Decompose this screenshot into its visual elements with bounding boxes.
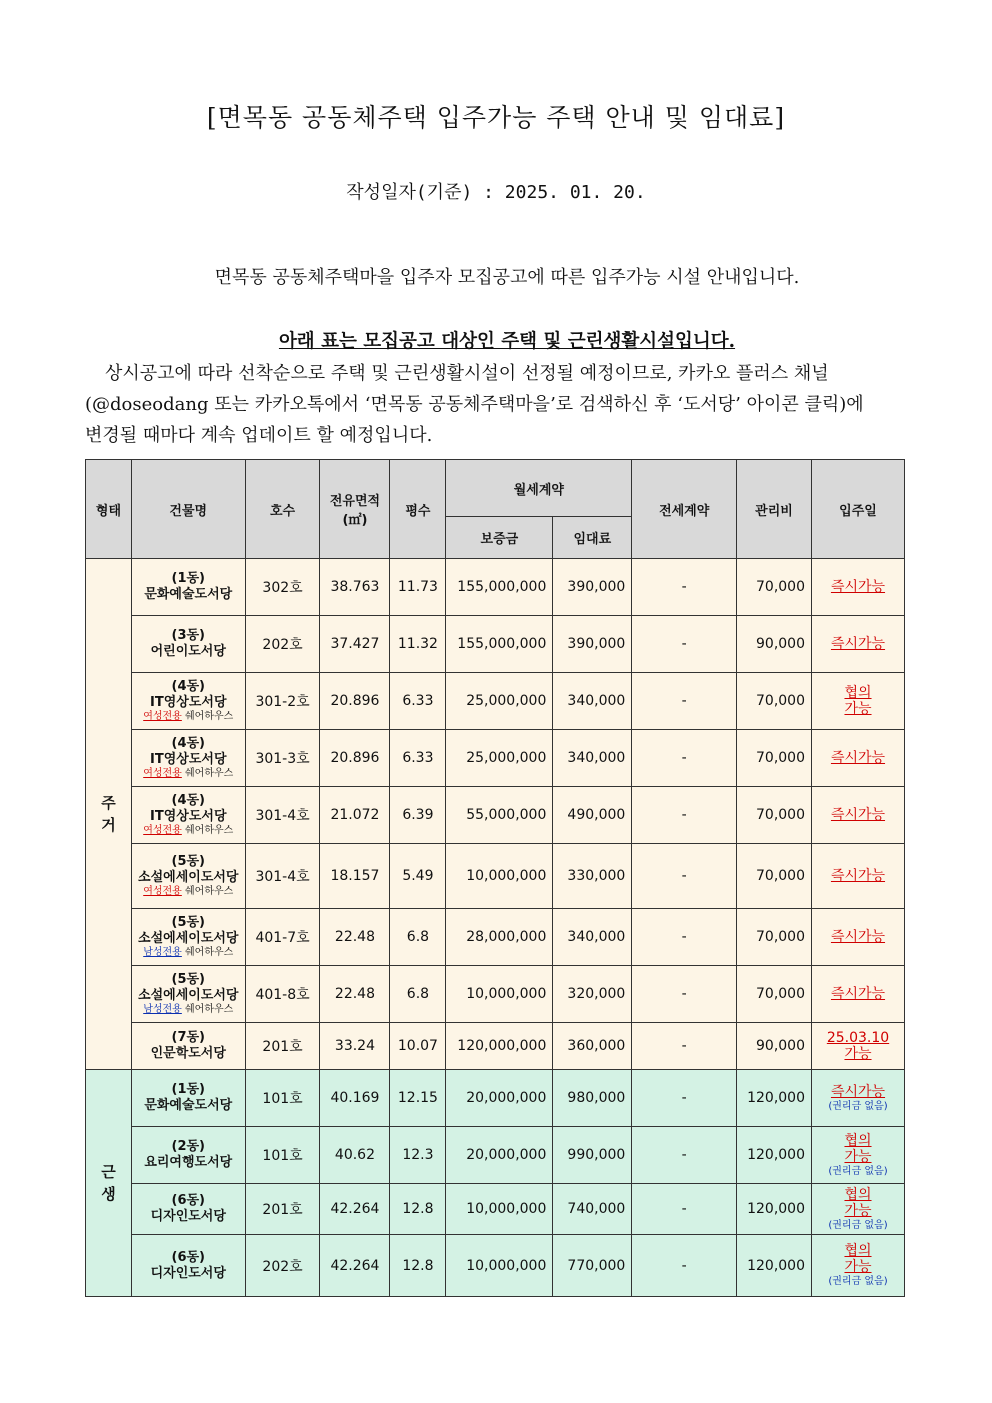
building-name (131, 1235, 245, 1297)
building-name (131, 1184, 245, 1235)
pyeong-value: 12.8 (390, 1184, 446, 1235)
movein-status: 협의 (844, 685, 872, 701)
movein-status: 즉시가능 (830, 868, 886, 884)
movein-cell (812, 730, 905, 787)
pyeong-value: 6.33 (390, 730, 446, 787)
building-dong: (6동) (171, 1193, 206, 1208)
unit-number: 301-3호 (245, 730, 320, 787)
deposit-value: 20,000,000 (446, 1070, 553, 1127)
area-value: 33.24 (320, 1023, 390, 1070)
movein-status: 가능 (844, 1259, 872, 1275)
area-value: 42.264 (320, 1235, 390, 1297)
building-title: 소설에세이도서당 (138, 988, 239, 1003)
jeonse-value: - (632, 730, 737, 787)
table-row (86, 844, 905, 909)
fee-value: 70,000 (737, 730, 812, 787)
movein-status: 즉시가능 (830, 929, 886, 945)
deposit-value: 55,000,000 (446, 787, 553, 844)
unit-number: 302호 (245, 559, 320, 616)
header-movein: 입주일 (812, 460, 905, 559)
header-jeonse: 전세계약 (632, 460, 737, 559)
deposit-value: 10,000,000 (446, 966, 553, 1023)
building-dong: (5동) (171, 854, 206, 869)
unit-number: 201호 (245, 1023, 320, 1070)
building-title: 디자인도서당 (150, 1265, 226, 1281)
building-name (131, 844, 245, 909)
building-name (131, 559, 245, 616)
building-title: IT영상도서당 (150, 752, 227, 767)
occupancy-tag (134, 768, 243, 780)
building-dong: (1동) (171, 571, 206, 586)
pyeong-value: 6.8 (390, 909, 446, 966)
building-dong: (1동) (171, 1082, 206, 1097)
jeonse-value: - (632, 616, 737, 673)
movein-status: 즉시가능 (830, 807, 886, 823)
movein-cell (812, 909, 905, 966)
building-dong: (4동) (171, 736, 206, 751)
occupancy-gender: 여성전용 (143, 886, 182, 897)
table-row (86, 1023, 905, 1070)
movein-cell (812, 1070, 905, 1127)
building-dong: (2동) (171, 1139, 206, 1154)
jeonse-value: - (632, 844, 737, 909)
fee-value: 120,000 (737, 1184, 812, 1235)
pyeong-value: 5.49 (390, 844, 446, 909)
jeonse-value: - (632, 909, 737, 966)
building-name (131, 909, 245, 966)
pyeong-value: 12.8 (390, 1235, 446, 1297)
fee-value: 70,000 (737, 787, 812, 844)
building-dong: (6동) (171, 1249, 206, 1265)
movein-status: 가능 (844, 1046, 872, 1062)
building-dong: (4동) (171, 793, 206, 808)
area-value: 20.896 (320, 730, 390, 787)
building-dong: (3동) (171, 628, 206, 643)
building-name (131, 966, 245, 1023)
area-value: 42.264 (320, 1184, 390, 1235)
housing-table (85, 459, 905, 1297)
movein-status: 즉시가능 (830, 636, 886, 652)
fee-value: 120,000 (737, 1070, 812, 1127)
unit-number: 301-4호 (245, 844, 320, 909)
table-row (86, 730, 905, 787)
area-value: 38.763 (320, 559, 390, 616)
category-residential (86, 559, 132, 1070)
header-area-label: 전유면적 (329, 494, 381, 509)
fee-value: 70,000 (737, 559, 812, 616)
table-row (86, 966, 905, 1023)
table-row (86, 1127, 905, 1184)
unit-number: 101호 (245, 1070, 320, 1127)
fee-value: 70,000 (737, 673, 812, 730)
occupancy-gender: 여성전용 (143, 711, 182, 722)
notice-line: 상시공고에 따라 선착순으로 주택 및 근린생활시설이 선정될 예정이므로, 카카오 플러스 채널 (105, 363, 829, 384)
movein-cell (812, 673, 905, 730)
deposit-value: 25,000,000 (446, 730, 553, 787)
header-area (320, 460, 390, 559)
header-deposit: 보증금 (446, 517, 553, 559)
building-dong: (5동) (171, 972, 206, 987)
jeonse-value: - (632, 1070, 737, 1127)
building-name (131, 616, 245, 673)
unit-number: 401-7호 (245, 909, 320, 966)
movein-status: 25.03.10 (826, 1030, 890, 1046)
key-money-note: (권리금 없음) (828, 1165, 888, 1177)
jeonse-value: - (632, 787, 737, 844)
movein-status: 즉시가능 (830, 579, 886, 595)
rent-value: 490,000 (553, 787, 632, 844)
key-money-note: (권리금 없음) (828, 1276, 888, 1287)
table-row (86, 787, 905, 844)
table-subtitle: 아래 표는 모집공고 대상인 주택 및 근린생활시설입니다. (278, 331, 736, 352)
fee-value: 120,000 (737, 1127, 812, 1184)
area-value: 37.427 (320, 616, 390, 673)
building-title: 인문학도서당 (150, 1046, 226, 1061)
header-rent: 임대료 (553, 517, 632, 559)
building-title: 디자인도서당 (150, 1209, 226, 1224)
movein-status: 가능 (844, 1202, 872, 1219)
pyeong-value: 10.07 (390, 1023, 446, 1070)
pyeong-value: 6.33 (390, 673, 446, 730)
unit-number: 202호 (245, 616, 320, 673)
jeonse-value: - (632, 559, 737, 616)
table-row (86, 616, 905, 673)
header-area-unit: (㎡) (342, 513, 368, 528)
rent-value: 360,000 (553, 1023, 632, 1070)
pyeong-value: 11.32 (390, 616, 446, 673)
page-title: [면목동 공동체주택 입주가능 주택 안내 및 임대료] (206, 103, 786, 132)
area-value: 21.072 (320, 787, 390, 844)
date-line: 작성일자(기준) : 2025. 01. 20. (346, 182, 646, 203)
category-char: 주 (101, 794, 116, 812)
pyeong-value: 11.73 (390, 559, 446, 616)
rent-value: 330,000 (553, 844, 632, 909)
movein-status: 즉시가능 (830, 1083, 886, 1100)
fee-value: 70,000 (737, 844, 812, 909)
rent-value: 390,000 (553, 559, 632, 616)
deposit-value: 20,000,000 (446, 1127, 553, 1184)
header-fee: 관리비 (737, 460, 812, 559)
table-row (86, 909, 905, 966)
movein-cell (812, 1023, 905, 1070)
category-commercial (86, 1070, 132, 1297)
jeonse-value: - (632, 966, 737, 1023)
rent-value: 320,000 (553, 966, 632, 1023)
unit-number: 101호 (245, 1127, 320, 1184)
deposit-value: 155,000,000 (446, 616, 553, 673)
area-value: 22.48 (320, 909, 390, 966)
category-char: 거 (101, 816, 116, 834)
building-dong: (4동) (171, 679, 206, 694)
pyeong-value: 6.39 (390, 787, 446, 844)
category-char: 근 (101, 1163, 116, 1181)
header-type: 형태 (86, 460, 132, 559)
building-name (131, 1127, 245, 1184)
occupancy-type: 쉐어하우스 (181, 711, 234, 722)
fee-value: 90,000 (737, 1023, 812, 1070)
rent-value: 770,000 (553, 1235, 632, 1297)
building-name (131, 730, 245, 787)
occupancy-tag (134, 886, 243, 898)
area-value: 20.896 (320, 673, 390, 730)
movein-status: 가능 (844, 1148, 872, 1165)
movein-cell (812, 966, 905, 1023)
building-name (131, 1070, 245, 1127)
building-title: IT영상도서당 (150, 695, 227, 710)
pyeong-value: 12.15 (390, 1070, 446, 1127)
rent-value: 340,000 (553, 730, 632, 787)
occupancy-tag (134, 947, 243, 959)
unit-number: 301-2호 (245, 673, 320, 730)
deposit-value: 155,000,000 (446, 559, 553, 616)
movein-cell (812, 787, 905, 844)
jeonse-value: - (632, 1127, 737, 1184)
occupancy-tag (134, 825, 243, 837)
deposit-value: 10,000,000 (446, 1184, 553, 1235)
pyeong-value: 12.3 (390, 1127, 446, 1184)
fee-value: 70,000 (737, 909, 812, 966)
movein-status: 협의 (844, 1132, 872, 1149)
occupancy-gender: 남성전용 (143, 1004, 182, 1015)
building-name (131, 1023, 245, 1070)
unit-number: 401-8호 (245, 966, 320, 1023)
building-title: 요리여행도서당 (144, 1155, 233, 1170)
fee-value: 90,000 (737, 616, 812, 673)
building-title: 문화예술도서당 (144, 1098, 233, 1113)
building-title: IT영상도서당 (150, 809, 227, 824)
jeonse-value: - (632, 1023, 737, 1070)
movein-cell (812, 559, 905, 616)
building-title: 소설에세이도서당 (138, 870, 239, 885)
deposit-value: 10,000,000 (446, 844, 553, 909)
intro-text: 면목동 공동체주택마을 입주자 모집공고에 따른 입주가능 시설 안내입니다. (214, 267, 800, 288)
occupancy-gender: 남성전용 (143, 947, 182, 958)
movein-cell (812, 1127, 905, 1184)
key-money-note: (권리금 없음) (828, 1100, 888, 1112)
unit-number: 301-4호 (245, 787, 320, 844)
building-title: 문화예술도서당 (144, 587, 233, 602)
building-dong: (5동) (171, 915, 206, 930)
area-value: 40.62 (320, 1127, 390, 1184)
area-value: 40.169 (320, 1070, 390, 1127)
area-value: 22.48 (320, 966, 390, 1023)
building-name (131, 787, 245, 844)
header-pyeong: 평수 (390, 460, 446, 559)
movein-status: 가능 (844, 701, 872, 717)
deposit-value: 10,000,000 (446, 1235, 553, 1297)
header-building: 건물명 (131, 460, 245, 559)
fee-value: 120,000 (737, 1235, 812, 1297)
occupancy-tag (134, 711, 243, 723)
deposit-value: 28,000,000 (446, 909, 553, 966)
occupancy-gender: 여성전용 (143, 768, 182, 779)
jeonse-value: - (632, 673, 737, 730)
occupancy-tag (134, 1004, 243, 1016)
movein-status: 즉시가능 (830, 750, 886, 766)
key-money-note: (권리금 없음) (828, 1219, 888, 1231)
occupancy-type: 쉐어하우스 (181, 825, 234, 836)
fee-value: 70,000 (737, 966, 812, 1023)
table-row (86, 559, 905, 616)
movein-status: 협의 (844, 1243, 872, 1259)
table-row (86, 673, 905, 730)
deposit-value: 120,000,000 (446, 1023, 553, 1070)
occupancy-type: 쉐어하우스 (181, 947, 234, 958)
building-dong: (7동) (171, 1030, 206, 1045)
unit-number: 202호 (245, 1235, 320, 1297)
movein-status: 즉시가능 (830, 986, 886, 1002)
building-name (131, 673, 245, 730)
movein-cell (812, 1235, 905, 1297)
header-monthly: 월세계약 (446, 460, 632, 517)
pyeong-value: 6.8 (390, 966, 446, 1023)
movein-cell (812, 616, 905, 673)
rent-value: 390,000 (553, 616, 632, 673)
category-char: 생 (101, 1185, 116, 1203)
movein-status: 협의 (844, 1186, 872, 1203)
rent-value: 980,000 (553, 1070, 632, 1127)
movein-cell (812, 1184, 905, 1235)
occupancy-type: 쉐어하우스 (181, 886, 234, 897)
notice-line: 변경될 때마다 계속 업데이트 할 예정입니다. (85, 425, 433, 446)
occupancy-gender: 여성전용 (143, 825, 182, 836)
notice-line: (@doseodang 또는 카카오톡에서 ‘면목동 공동체주택마을’로 검색하신 후 ‘도서당’ 아이콘 클릭)에 (85, 394, 864, 415)
building-title: 어린이도서당 (150, 644, 226, 659)
deposit-value: 25,000,000 (446, 673, 553, 730)
jeonse-value: - (632, 1184, 737, 1235)
rent-value: 740,000 (553, 1184, 632, 1235)
movein-cell (812, 844, 905, 909)
jeonse-value: - (632, 1235, 737, 1297)
rent-value: 990,000 (553, 1127, 632, 1184)
unit-number: 201호 (245, 1184, 320, 1235)
building-title: 소설에세이도서당 (138, 931, 239, 946)
occupancy-type: 쉐어하우스 (181, 768, 234, 779)
occupancy-type: 쉐어하우스 (181, 1004, 234, 1015)
rent-value: 340,000 (553, 909, 632, 966)
notice-paragraph (85, 358, 907, 451)
table-row (86, 1070, 905, 1127)
header-unit: 호수 (245, 460, 320, 559)
area-value: 18.157 (320, 844, 390, 909)
table-row (86, 1235, 905, 1297)
rent-value: 340,000 (553, 673, 632, 730)
table-row (86, 1184, 905, 1235)
